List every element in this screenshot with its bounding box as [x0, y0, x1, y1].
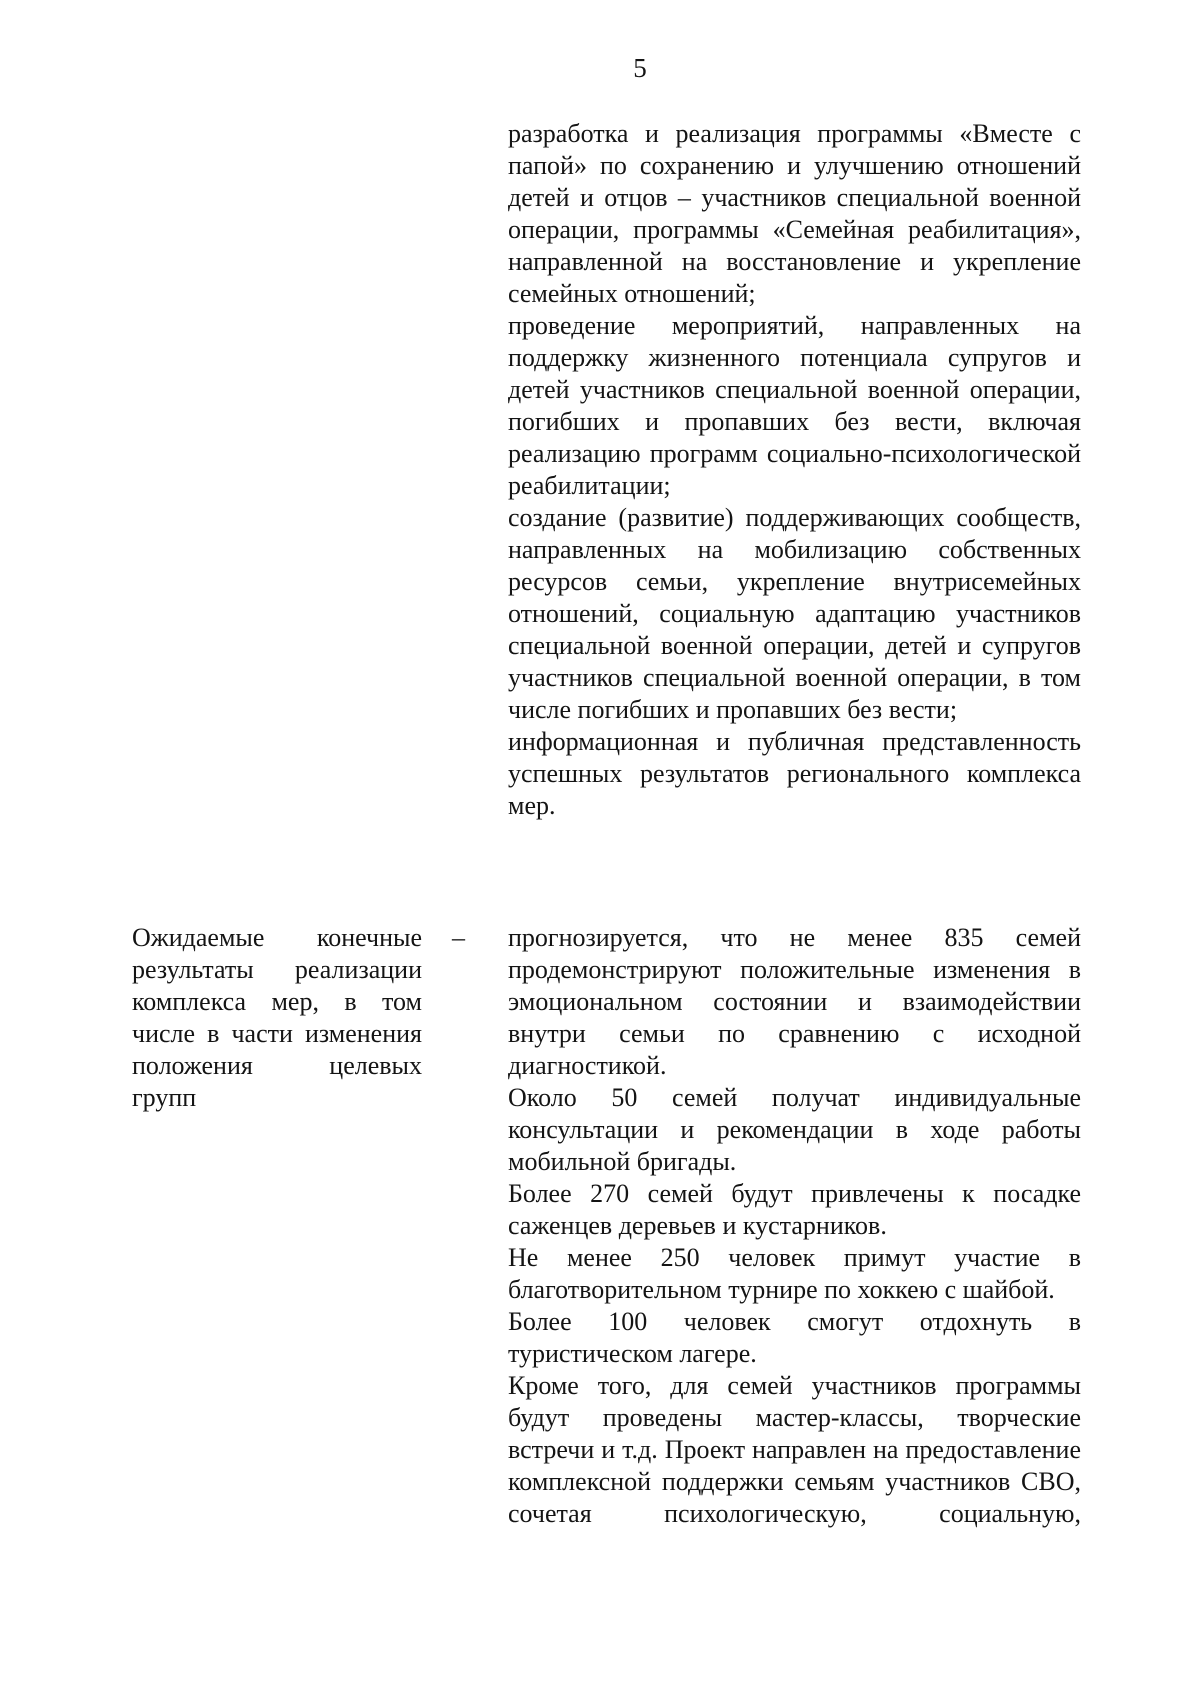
result-paragraph: Более 100 человек смогут отдохнуть в туристическом лагере.: [508, 1307, 1081, 1368]
list-item: создание (развитие) поддерживающих сообществ, направленных на мобилизацию собственных ресурсов семьи, укрепление внутрисемейных отношений, социальную адаптацию участников специальной военной операции, детей и супругов участников специальной военной операции, в том числе погибших и пропавших без вести;: [508, 503, 1081, 724]
page-number: 5: [633, 53, 647, 83]
result-paragraph: Около 50 семей получат индивидуальные консультации и рекомендации в ходе работы мобильной бригады.: [508, 1083, 1081, 1176]
list-item: разработка и реализация программы «Вместе с папой» по сохранению и улучшению отношений детей и отцов – участников специальной военной операции, программы «Семейная реабилитация», направленной на восстановление и укрепление семейных отношений;: [508, 119, 1081, 308]
results-text: [508, 922, 1081, 1530]
label-dash: –: [452, 923, 465, 952]
results-label: Ожидаемые конечные результаты реализации комплекса мер, в том числе в части изменения положения целевых групп: [132, 923, 422, 1112]
list-item: информационная и публичная представленность успешных результатов регионального комплекса мер.: [508, 727, 1081, 820]
result-paragraph: Кроме того, для семей участников программы будут проведены мастер-классы, творческие встречи и т.д. Проект направлен на предоставление комплексной поддержки семьям участников СВО, сочетая психологическую, социальную,: [508, 1371, 1081, 1528]
result-paragraph: Более 270 семей будут привлечены к посадке саженцев деревьев и кустарников.: [508, 1179, 1081, 1240]
result-paragraph: Не менее 250 человек примут участие в благотворительном турнире по хоккею с шайбой.: [508, 1243, 1081, 1304]
result-paragraph: прогнозируется, что не менее 835 семей продемонстрируют положительные изменения в эмоциональном состоянии и взаимодействии внутри семьи по сравнению с исходной диагностикой.: [508, 923, 1081, 1080]
list-item: проведение мероприятий, направленных на поддержку жизненного потенциала супругов и детей участников специальной военной операции, погибших и пропавших без вести, включая реализацию программ социально-психологической реабилитации;: [508, 311, 1081, 500]
measures-list: [508, 118, 1081, 822]
